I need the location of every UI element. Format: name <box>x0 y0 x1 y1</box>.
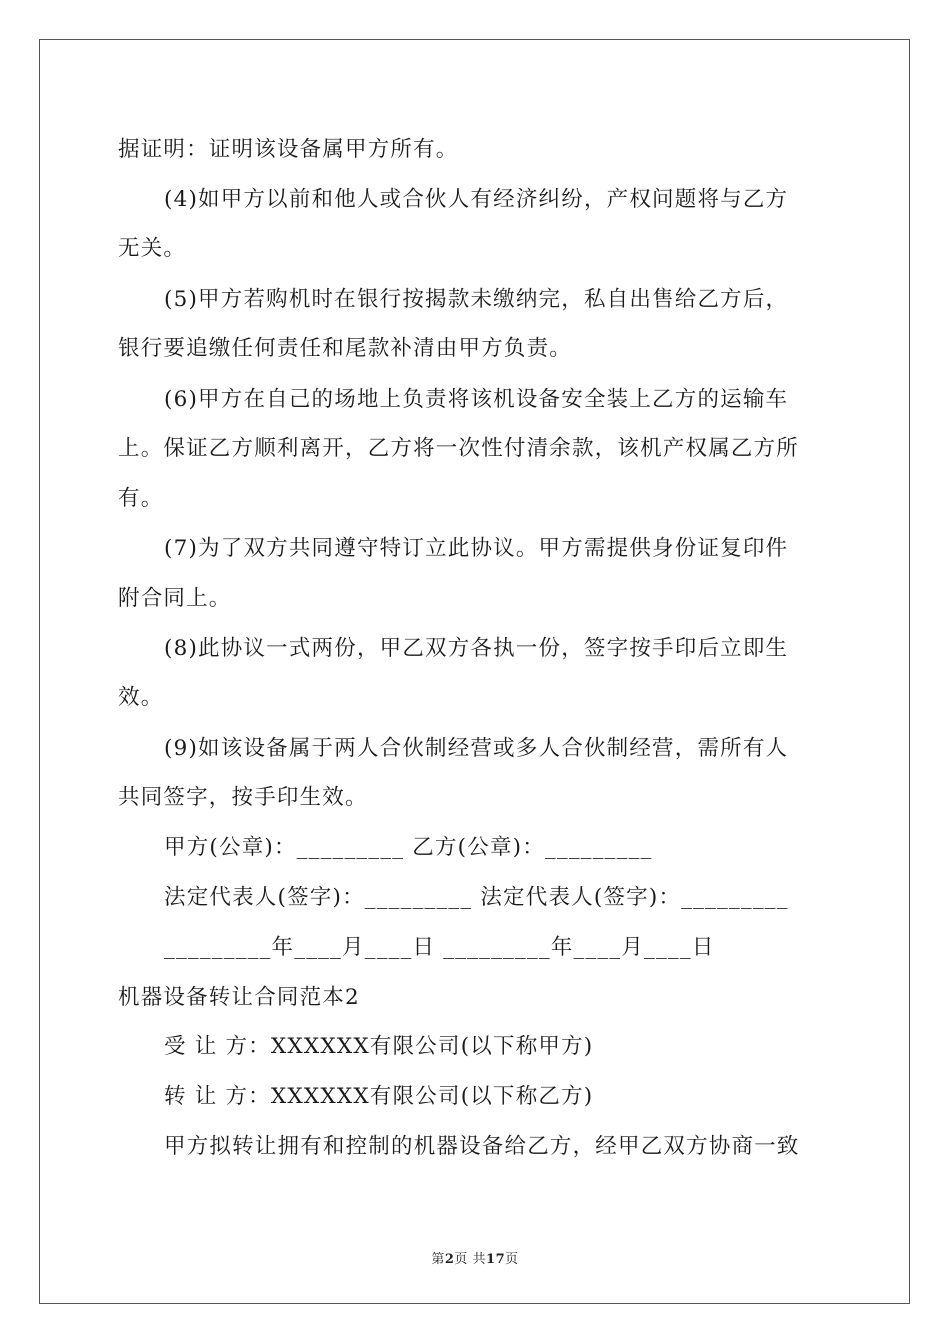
text-line: 有。 <box>118 486 164 511</box>
current-page-number: 2 <box>444 1252 455 1267</box>
text-line: 效。 <box>118 685 164 710</box>
text-line: 据证明：证明该设备属甲方所有。 <box>118 137 459 162</box>
signature-line-representative: 法定代表人(签字)：_________ 法定代表人(签字)：_________ <box>164 885 789 910</box>
text-line: (9)如该设备属于两人合伙制经营或多人合伙制经营，需所有人 <box>164 736 789 761</box>
text-line: 甲方拟转让拥有和控制的机器设备给乙方，经甲乙双方协商一致 <box>164 1134 800 1159</box>
text-line: 上。保证乙方顺利离开，乙方将一次性付清余款，该机产权属乙方所 <box>118 436 800 461</box>
party-transferee: 受 让 方：XXXXXX有限公司(以下称甲方) <box>164 1034 594 1059</box>
section-heading: 机器设备转让合同范本2 <box>118 985 360 1010</box>
text-line: 无关。 <box>118 236 187 261</box>
text-line: (4)如甲方以前和他人或合伙人有经济纠纷，产权问题将与乙方 <box>164 187 789 212</box>
footer-suffix: 页 <box>505 1252 519 1267</box>
total-page-number: 17 <box>486 1252 506 1267</box>
text-line: 附合同上。 <box>118 586 232 611</box>
text-line: (6)甲方在自己的场地上负责将该机设备安全装上乙方的运输车 <box>164 387 789 412</box>
page-footer <box>0 1248 950 1267</box>
page-frame <box>39 39 910 1304</box>
party-transferor: 转 让 方：XXXXXX有限公司(以下称乙方) <box>164 1084 594 1109</box>
text-line: 共同签字，按手印生效。 <box>118 785 368 810</box>
text-line: (5)甲方若购机时在银行按揭款未缴纳完，私自出售给乙方后， <box>164 287 789 312</box>
signature-line-date: _________年____月____日 _________年____月____日 <box>164 935 715 960</box>
text-line: (8)此协议一式两份，甲乙双方各执一份，签字按手印后立即生 <box>164 636 789 661</box>
footer-mid: 页 共 <box>454 1252 487 1267</box>
signature-line-seal: 甲方(公章)：_________ 乙方(公章)：_________ <box>164 835 653 860</box>
text-line: 银行要追缴任何责任和尾款补清由甲方负责。 <box>118 336 573 361</box>
text-line: (7)为了双方共同遵守特订立此协议。甲方需提供身份证复印件 <box>164 536 789 561</box>
footer-prefix: 第 <box>431 1252 445 1267</box>
